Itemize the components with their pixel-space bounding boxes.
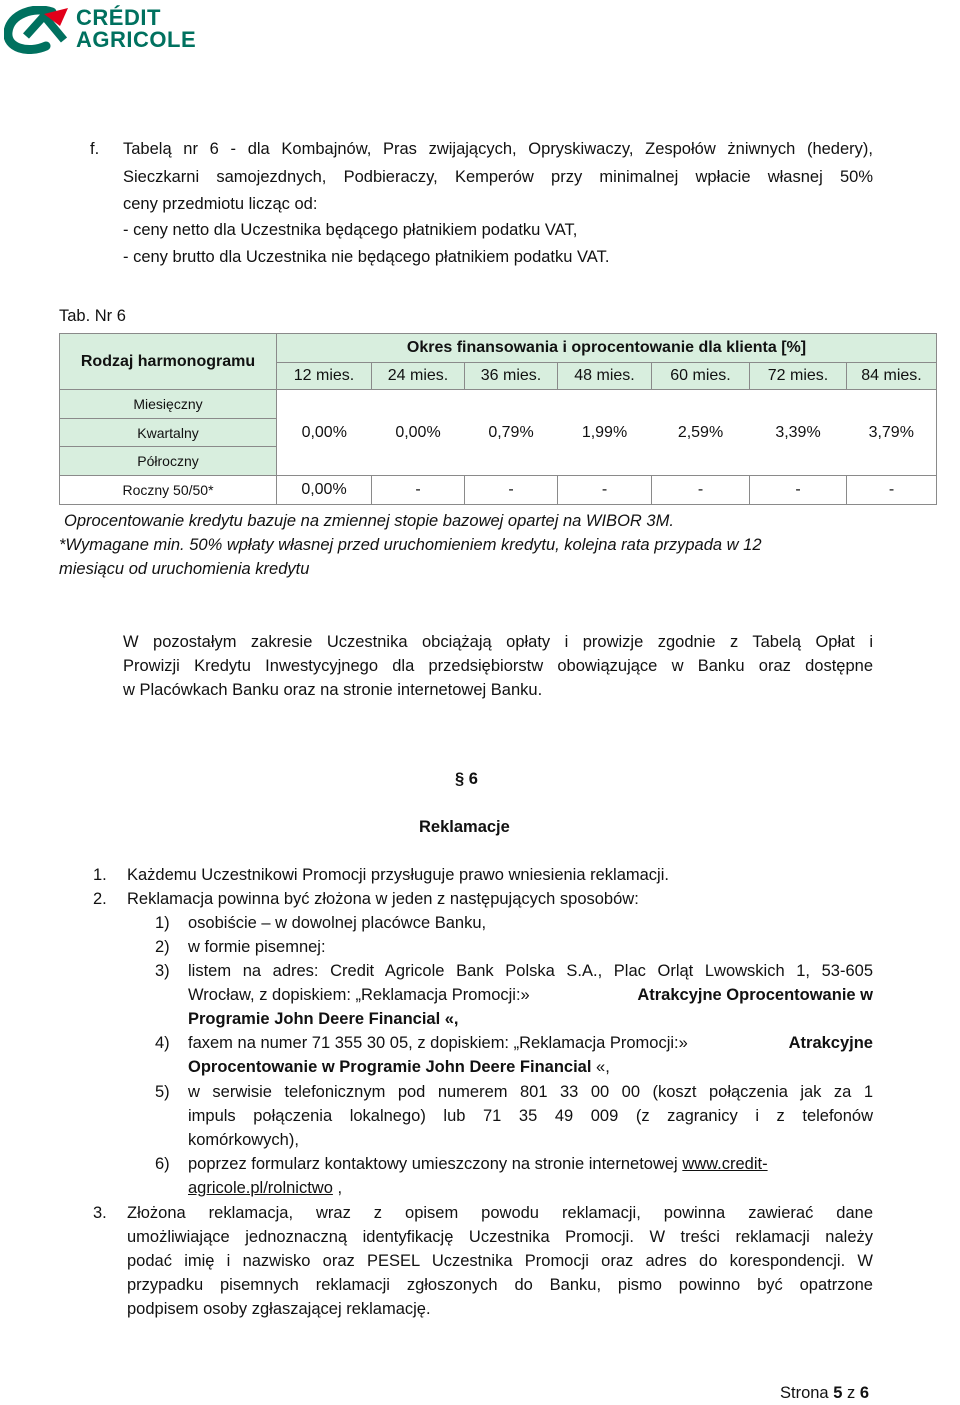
paragraph-line-3: w Placówkach Banku oraz na stronie internetowej Banku. — [123, 681, 543, 699]
row-label-monthly: Miesięczny — [60, 390, 277, 419]
list-item-3-number: 3. — [93, 1204, 107, 1222]
rate-annual-24: - — [372, 476, 465, 505]
section-f-line-1: Tabelą nr 6 - dla Kombajnów, Pras zwijających, Opryskiwaczy, Zespołów żniwnych (hedery), — [123, 140, 873, 158]
section-f-line-3: ceny przedmiotu licząc od: — [123, 195, 318, 213]
list-item-3-line-3: podać imię i nazwisko oraz PESEL Uczestnika Promocji oraz adres do korespondencji. W — [127, 1252, 873, 1270]
list-item-1-number: 1. — [93, 866, 107, 884]
sub-item-6-number: 6) — [155, 1155, 170, 1173]
paragraph-line-2: Prowizji Kredytu Inwestycyjnego dla przedsiębiorstw obowiązujące w Banku oraz dostępne — [123, 657, 873, 675]
sub-item-6-line-1-plain: poprzez formularz kontaktowy umieszczony na stronie internetowej — [188, 1155, 678, 1173]
list-item-3-line-4: przypadku pisemnych reklamacji zgłoszonych do Banku, pismo powinno być opatrzone — [127, 1276, 873, 1294]
sub-item-5-number: 5) — [155, 1083, 170, 1101]
page-total: 6 — [859, 1384, 870, 1402]
sub-item-3-line-3: Programie John Deere Financial «, — [188, 1010, 459, 1028]
row-label-semiannual: Półroczny — [60, 447, 277, 476]
row-label-quarterly: Kwartalny — [60, 419, 277, 447]
sub-item-4-line-2-bold: Oprocentowanie w Programie John Deere Financial — [188, 1058, 592, 1076]
rate-quarterly-12: 0,00% — [277, 419, 372, 447]
sub-item-6-line-2 — [188, 1176, 342, 1200]
rate-annual-48: - — [558, 476, 652, 505]
website-link-part-1[interactable]: www.credit- — [682, 1155, 768, 1173]
sub-item-4-line-1-bold: Atrakcyjne — [788, 1034, 873, 1052]
section-f-line-2: Sieczkarni samojezdnych, Podbieraczy, Kemperów przy minimalnej wpłacie własnej 50% — [123, 168, 873, 186]
table-row-annual — [60, 476, 937, 505]
rate-annual-84: - — [847, 476, 937, 505]
list-item-3-line-1: Złożona reklamacja, wraz z opisem powodu reklamacji, powinna zawierać dane — [127, 1204, 873, 1222]
sub-item-2-number: 2) — [155, 938, 170, 956]
sub-item-3-line-2 — [188, 983, 873, 1007]
period-84: 84 mies. — [847, 363, 937, 390]
brand-name — [76, 7, 196, 51]
rate-annual-72: - — [750, 476, 847, 505]
note-wibor: Oprocentowanie kredytu bazuje na zmiennej stopie bazowej opartej na WIBOR 3M. — [64, 512, 674, 530]
sub-item-1-number: 1) — [155, 914, 170, 932]
sub-item-4-number: 4) — [155, 1034, 170, 1052]
table-row-semiannual — [60, 447, 937, 476]
header-schedule-type: Rodzaj harmonogramu — [60, 334, 277, 390]
list-item-1-text: Każdemu Uczestnikowi Promocji przysługuje prawo wniesienia reklamacji. — [127, 866, 669, 884]
paragraph-line-1: W pozostałym zakresie Uczestnika obciążają opłaty i prowizje zgodnie z Tabelą Opłat i — [123, 633, 873, 651]
rate-quarterly-60: 2,59% — [677, 423, 724, 441]
section-f-line-4: - ceny netto dla Uczestnika będącego płatnikiem podatku VAT, — [123, 221, 578, 239]
section-title: Reklamacje — [419, 818, 510, 836]
sub-item-3-number: 3) — [155, 962, 170, 980]
sub-item-4-line-1-plain: faxem na numer 71 355 30 05, z dopiskiem: „Reklamacja Promocji:» — [188, 1034, 688, 1052]
rate-quarterly-24: 0,00% — [395, 423, 441, 441]
brand-line-2: AGRICOLE — [76, 27, 197, 52]
table-header-row — [60, 334, 937, 363]
sub-item-2-text: w formie pisemnej: — [188, 938, 326, 956]
page-prefix: Strona — [780, 1384, 829, 1402]
rate-annual-60: - — [652, 476, 750, 505]
credit-agricole-logo — [4, 6, 232, 54]
period-12: 12 mies. — [277, 363, 372, 390]
note-down-payment-cont: miesiącu od uruchomienia kredytu — [59, 560, 310, 578]
website-link-part-2[interactable]: agricole.pl/rolnictwo — [188, 1179, 333, 1197]
section-f-marker: f. — [90, 140, 100, 158]
sub-item-6-line-2-plain: , — [337, 1179, 343, 1197]
note-down-payment: *Wymagane min. 50% wpłaty własnej przed uruchomieniem kredytu, kolejna rata przypada w 12 — [59, 536, 762, 554]
table-row-quarterly — [60, 419, 937, 447]
page-current: 5 — [833, 1384, 843, 1402]
header-financing-period: Okres finansowania i oprocentowanie dla klienta [%] — [277, 334, 937, 363]
sub-item-5-line-3: komórkowych), — [188, 1131, 299, 1149]
page-middle: z — [847, 1384, 856, 1402]
rate-quarterly-72: 3,39% — [775, 423, 821, 441]
period-60: 60 mies. — [652, 363, 750, 390]
sub-item-1-text: osobiście – w dowolnej placówce Banku, — [188, 914, 487, 932]
page-number — [780, 1381, 869, 1405]
rate-annual-12: 0,00% — [277, 476, 372, 505]
row-label-annual: Roczny 50/50* — [60, 476, 277, 505]
sub-item-5-line-2: impuls połączenia lokalnego) lub 71 35 49 009 (z zagranicy i z telefonów — [188, 1107, 873, 1125]
sub-item-3-line-2-bold: Atrakcyjne Oprocentowanie w — [637, 986, 873, 1004]
period-36: 36 mies. — [465, 363, 558, 390]
sub-item-4-line-1 — [188, 1031, 873, 1055]
period-72: 72 mies. — [750, 363, 847, 390]
sub-item-3-line-1: listem na adres: Credit Agricole Bank Polska S.A., Plac Orląt Lwowskich 1, 53-605 — [188, 962, 873, 980]
table-caption: Tab. Nr 6 — [59, 307, 126, 325]
sub-item-4-line-2-plain: «, — [596, 1058, 610, 1076]
period-48: 48 mies. — [558, 363, 652, 390]
rates-table — [59, 333, 937, 505]
table-row-monthly — [60, 390, 937, 419]
rate-annual-36: - — [465, 476, 558, 505]
section-f-line-5: - ceny brutto dla Uczestnika nie będącego płatnikiem podatku VAT. — [123, 248, 610, 266]
list-item-2-text: Reklamacja powinna być złożona w jeden z następujących sposobów: — [127, 890, 639, 908]
sub-item-5-line-1: w serwisie telefonicznym pod numerem 801 33 00 00 (koszt połączenia jak za 1 — [188, 1083, 873, 1101]
list-item-3-line-5: podpisem osoby zgłaszającej reklamację. — [127, 1300, 431, 1318]
sub-item-3-line-2-plain: Wrocław, z dopiskiem: „Reklamacja Promocji:» — [188, 986, 530, 1004]
list-item-2-number: 2. — [93, 890, 107, 908]
period-24: 24 mies. — [372, 363, 465, 390]
brand-line-1: CRÉDIT — [76, 5, 161, 30]
rate-quarterly-84: 3,79% — [847, 419, 937, 447]
list-item-3-line-2: umożliwiające jednoznaczną identyfikację Uczestnika Promocji. W treści reklamacji należy — [127, 1228, 873, 1246]
credit-agricole-emblem-icon — [4, 6, 74, 54]
sub-item-4-line-2 — [188, 1055, 610, 1079]
section-number: § 6 — [455, 770, 478, 788]
sub-item-6-line-1 — [188, 1152, 768, 1176]
rate-quarterly-36: 0,79% — [488, 423, 534, 441]
rate-quarterly-48: 1,99% — [581, 423, 628, 441]
